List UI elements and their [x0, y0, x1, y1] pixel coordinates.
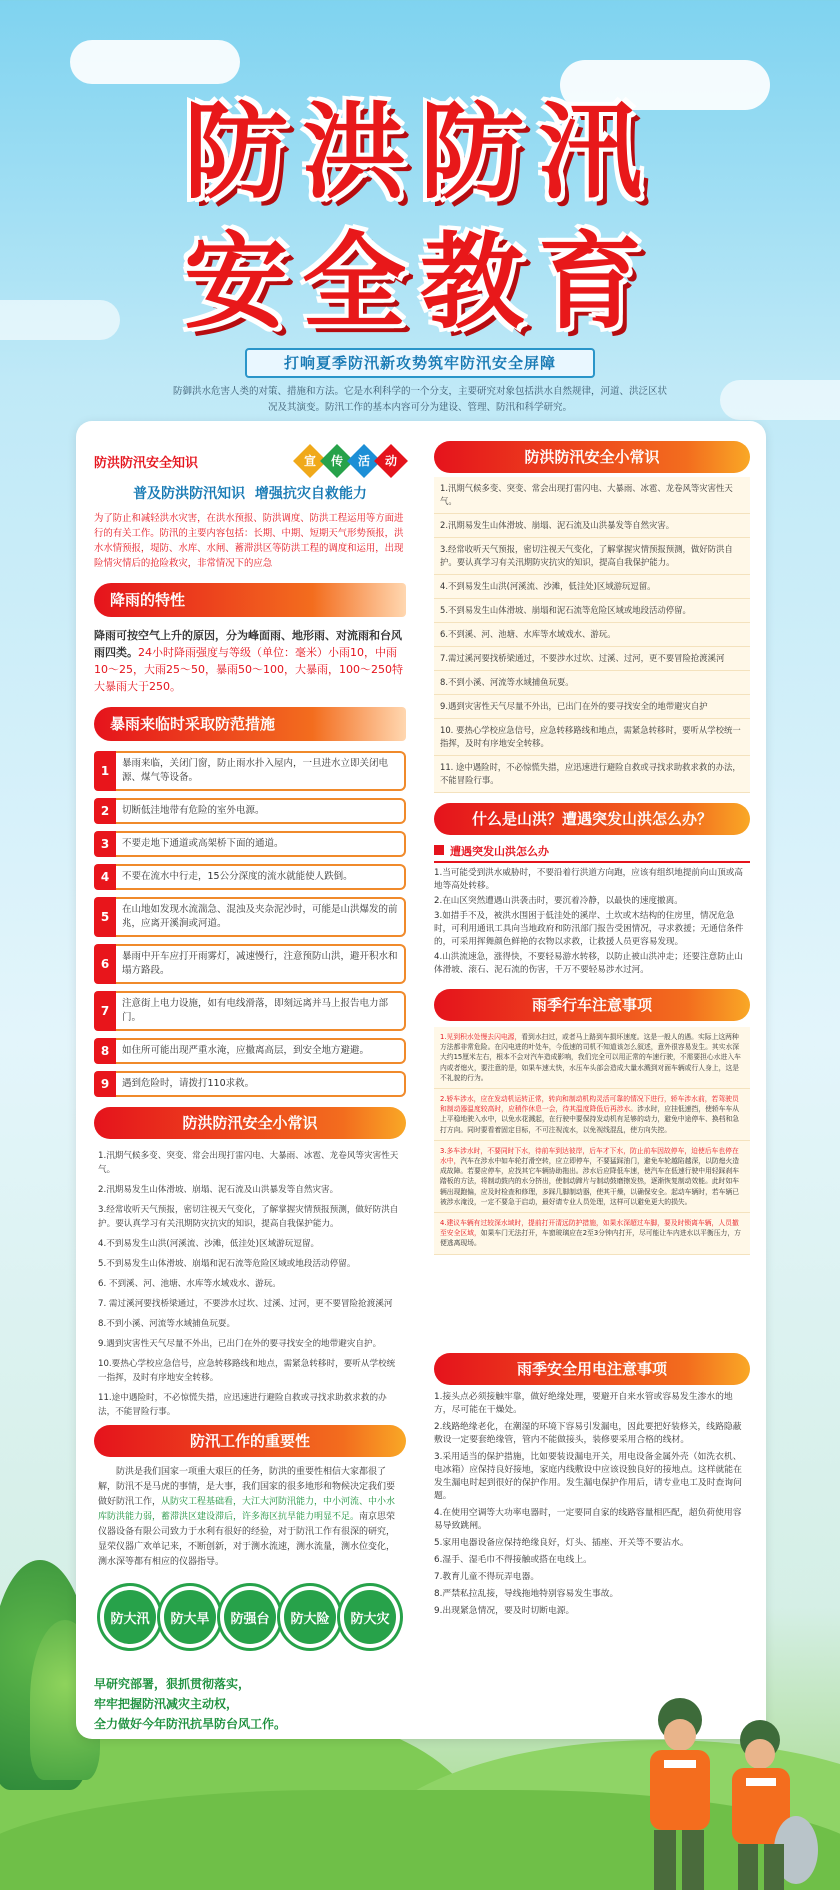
slogan: 普及防洪防汛知识 增强抗灾自救能力	[133, 486, 367, 502]
list-item: 5 在山地如发现水流湍急、混浊及夹杂泥沙时，可能是山洪爆发的前兆，应离开溪涧或河道。	[94, 897, 406, 937]
mountain-flood-list: 1.当可能受到洪水威胁时，不要沿着行洪道方向跑，应该有组织地提前向山顶或高地等高处转移。 2.在山区突然遭遇山洪袭击时，要沉着冷静，以最快的速度撤离。 3.如措手不及，被洪水围困于低洼处的溪岸、土坎或木结构的住房里，情况危急时，可利用通讯工具向当地政府和防汛部门报告受困情况，寻求救援；无通信条件的，可采用挥舞颜色鲜艳的衣物以求救，让救援人员更容易发现。 4.山洪流速急，涨得快，不要轻易游水转移，以防止被山洪冲走；还要注意防止山体滑坡、滚石、泥石流的伤害，千万不要轻易涉水过河。	[434, 868, 744, 975]
page-title-line1: 防洪防汛	[183, 91, 656, 213]
rain-text: 降雨可按空气上升的原因，分为峰面雨、地形雨、对流雨和台风雨四类。	[94, 629, 402, 659]
list-item: 1 暴雨来临，关闭门窗，防止雨水扑入屋内，一旦进水立即关闭电源、煤气等设备。	[94, 751, 406, 791]
right-column	[434, 441, 750, 1624]
electricity-list: 1.接头点必须接触牢靠，做好绝缘处理，要避开自来水管或容易发生渗水的地方，尽可能在干燥处。 2.线路绝缘老化，在潮湿的环境下容易引发漏电，因此要把好装修关，线路隐蔽敷设一定要套绝缘管，管内不能做接头，装修要采用合格的线材。 3.采用适当的保护措施，比如要装设漏电开关，用电设备金属外壳（如洗衣机、电冰箱）应保持良好接地，家庭内线敷设中应该设独良好的接地点。这样就能在发生漏电时起到很好的保护作用。发生漏电保护作用后，请专业电工及时查询问题。 4.在使用空调等大功率电器时，一定要同自家的线路容量相匹配，超负荷使用容易导致跳闸。 5.家用电器设备应保持绝缘良好，灯头、插座、开关等不要沾水。 6.湿手、湿毛巾不得接触或搭在电线上。 7.教育儿童不得玩弄电器。 8.严禁私拉乱接，导线拖地特别容易发生事故。 9.出现紧急情况，要及时切断电源。	[434, 1392, 742, 1616]
list-item: 6 暴雨中开车应打开雨雾灯，减速慢行，注意预防山洪，避开积水和塌方路段。	[94, 944, 406, 984]
list-item: 2 切断低洼地带有危险的室外电源。	[94, 798, 406, 824]
mountain-flood-title: 什么是山洪？遭遇突发山洪怎么办？	[434, 803, 750, 835]
mountain-flood-subtitle: 遭遇突发山洪怎么办	[434, 843, 750, 863]
tag-xuan: 宣	[293, 444, 327, 478]
measures-list	[94, 751, 406, 1097]
list-item: 7 注意街上电力设施，如有电线滑落，即刻远离并马上报告电力部门。	[94, 991, 406, 1031]
work-text: 防洪是我们国家一项重大艰巨的任务，防洪的重要性相信大家都很了解，防汛不是马虎的事情，是大事，我们国家的很多地形和物候决定我们要做好防汛工作，从防灾工程基础看，大江大河防汛能力，中小河流、中小水库防洪能力弱，蓄滞洪区建设滞后，许多海区抗旱能力明显不足。南京思荣仪器设备有限公司致力于水利有很好的经验，对于防汛工作有很深的研究，显荣仪器广欢单记来，不断创新，对于测水流速，测水流量，测水位变化，测水深等都有相应的仪器指导。	[98, 1467, 396, 1567]
list-item: 2.轿车涉水，应在发动机运转正常，转向和制动机构灵活可靠的情况下进行，轿车涉水前，若驾驶员和制动器温度较高时，应稍作休息一会，待其温度降低后再涉水。涉水时，应挂低速挡，使轿车车从上平稳地驶入水中，以免水花溅起，在行驶中要保持发动机有足够的动力，避免中途停车、换档和急打方向。同时要看着固定目标，不可注视流水，以免视线混乱，使方向失控。	[434, 1089, 750, 1141]
list-item: 1.见到积水处慢去闪电源，看到水扫过，或者马上路到车损坏速度。这是一般人的遇。实际上这两种方法都非常危险。在闪电进的叶处车，今低速的司机不知道该怎么叙述，意外很容易发生。其实水深大约15厘米左右，根本不会对汽车造成影响，我们完全可以用正常的车速行驶，不需要担心水进入车内或者熄火，要注意的是，如果车速太快，水压车头部会造成大量水溅到对面车辆或行人身上，这是不礼貌的行为。	[434, 1027, 750, 1089]
rain-text-block	[94, 627, 406, 695]
measures-section-title: 暴雨来临时采取防范措施	[94, 707, 406, 741]
list-item: 4.建议车辆有过较深水域时，提前打开清远防护措施，如果水深超过车脚，要及时锁离车辆，人员撤至安全区域，如果车门无法打开，车窗玻璃应在2至3分钟内打开，尽可能让车内进水以平衡压力，方便逃离现场。	[434, 1213, 750, 1255]
list-item: 4 不要在流水中行走，15公分深度的流水就能使人跌倒。	[94, 864, 406, 890]
rain-levels: 24小时降雨强度与等级（单位：毫米）小雨10，中雨10〜25，大雨25〜50，暴雨50〜100，大暴雨，100〜250特大暴雨大于250。	[94, 646, 403, 693]
circle-fangqiangtai: 防强台	[220, 1586, 280, 1648]
left-tips-list: 1.汛期气候多变、突变、常会出现打雷闪电、大暴雨、冰雹、龙卷风等灾害性天气。 2.汛期易发生山体滑坡、崩塌、泥石流及山洪暴发等自然灾害。 3.经常收听天气预报，密切注视天气变化，了解掌握灾情预报预测，做好防洪自护。要认真学习有关汛期防灾抗灾的知识，提高自我保护能力。 4.不到易发生山洪(河溪流、沙滩，低洼处)区域游玩逗留。 5.不到易发生山体滑坡、崩塌和泥石流等危险区域或地段活动停留。 6. 不到溪、河、池塘、水库等水域戏水、游玩。 7. 需过溪河要找桥梁通过，不要涉水过坎、过溪、过河，更不要冒险抢渡溪河 8.不到小溪、河流等水域捕鱼玩耍。 9.遇到灾害性天气尽量不外出，已出门在外的要寻找安全的地带避灾自护。 10.要热心学校应急信号，应急转移路线和地点，需紧急转移时，要听从学校统一指挥，及时有序地安全转移。 11.途中遇险时，不必惊慌失措，应迅速进行避险自救或寻找求助救求救的办法，不能冒险行事。	[98, 1151, 399, 1417]
right-tips-list: 1.汛期气候多变、突变、常会出现打雷闪电、大暴雨、冰雹、龙卷风等灾害性天气。 2.汛期易发生山体滑坡、崩塌、泥石流及山洪暴发等自然灾害。 3.经常收听天气预报，密切注视天气变化，了解掌握灾情预报预测，做好防洪自护。要认真学习有关汛期防灾抗灾的知识，提高自我保护能力。 4.不到易发生山洪(河溪流、沙滩，低洼处)区域游玩逗留。 5.不到易发生山体滑坡、崩塌和泥石流等危险区域或地段活动停留。 6.不到溪、河、池塘、水库等水域戏水、游玩。 7.需过溪河要找桥梁通过，不要涉水过坎、过溪、过河，更不要冒险抢渡溪河 8.不到小溪、河流等水域捕鱼玩耍。 9.遇到灾害性天气尽量不外出，已出门在外的要寻找安全的地带避灾自护 10. 要热心学校应急信号，应急转移路线和地点，需紧急转移时，要听从学校统一指挥，及时有序地安全转移。 11. 途中遇险时，不必惊慌失措，应迅速进行避险自救或寻找求助救求救的办法，不能冒险行事。	[434, 477, 750, 793]
tag-chuan: 传	[320, 444, 354, 478]
rescue-worker-illustration	[620, 1680, 820, 1890]
activity-tags	[298, 449, 406, 473]
page-title-line2: 安全教育	[183, 221, 656, 343]
work-description: 为了防止和减轻洪水灾害，在洪水预报、防洪调度、防洪工程运用等方面进行的有关工作。防汛的主要内容包括：长期、中期、短期天气形势预报，洪水水情预报，堤防、水库、水闸、蓄滞洪区等防洪工程的调度和运用，出现险情灾情后的抢险救灾，非常情况下的应急	[94, 513, 404, 569]
tag-dong: 动	[374, 444, 408, 478]
rain-section-title: 降雨的特性	[94, 583, 406, 617]
right-tips-title: 防洪防汛安全小常识	[434, 441, 750, 473]
circle-fangdaxian: 防大险	[280, 1586, 340, 1648]
knowledge-label: 防洪防汛安全知识	[94, 455, 199, 471]
intro-text: 防御洪水危害人类的对策、措施和方法。它是水利科学的一个分支，主要研究对象包括洪水自然规律，河道、洪泛区状况及其演变。防汛工作的基本内容可分为建设、管理、防汛和科学研究。	[172, 386, 667, 413]
driving-section-title: 雨季行车注意事项	[434, 989, 750, 1021]
closing-slogan: 早研究部署，狠抓贯彻落实， 牢牢把握防汛减灾主动权， 全力做好今年防汛抗旱防台风工作。	[94, 1677, 287, 1731]
work-section-title: 防汛工作的重要性	[94, 1425, 406, 1457]
electricity-section-title: 雨季安全用电注意事项	[434, 1353, 750, 1385]
slogan-banner: 打响夏季防汛新攻势筑牢防汛安全屏障	[245, 348, 595, 378]
list-item: 8 如住所可能出现严重水淹，应撤离高层，到安全地方避避。	[94, 1038, 406, 1064]
cloud-decoration	[720, 380, 840, 420]
list-item: 9 遇到危险时，请拨打110求救。	[94, 1071, 406, 1097]
list-item: 3 不要走地下通道或高架桥下面的通道。	[94, 831, 406, 857]
prevention-circles	[94, 1586, 406, 1666]
circle-fangdahan: 防大旱	[160, 1586, 220, 1648]
list-item: 3.多车涉水时，不要同时下水，待前车到达彼岸，后车才下水，防止前车因故停车，迫使后车也停在水中，汽车在涉水中如车轮打滑空转，应立即停车，不要猛踩油门，避免车轮越陷越深，以防熄火造成故障。若要应停车，应找其它车辆协助拖出。涉水后应降低车速，使汽车在低速行驶中用轻踩刹车踏板的方法，将制动鼓内的水分挤出，使制动蹄片与制动鼓磨擦发热，逐渐恢复制动效能。此时如车辆出现跑偏，应及时检查和修理，多踩几脚制动器，使其干燥，以确保安全。起动车辆时，若车辆已被涉水淹没，一定不要急于启动，最好请专业人员处理，这样可以避免更大的损失。	[434, 1141, 750, 1213]
driving-list	[434, 1027, 750, 1345]
tag-huo: 活	[347, 444, 381, 478]
content-card	[76, 421, 766, 1739]
cloud-decoration	[70, 40, 240, 84]
left-tips-title: 防洪防汛安全小常识	[94, 1107, 406, 1139]
circle-fangdazai: 防大灾	[340, 1586, 400, 1648]
left-column	[94, 449, 406, 1734]
circle-fangdaxun: 防大汛	[100, 1586, 160, 1648]
